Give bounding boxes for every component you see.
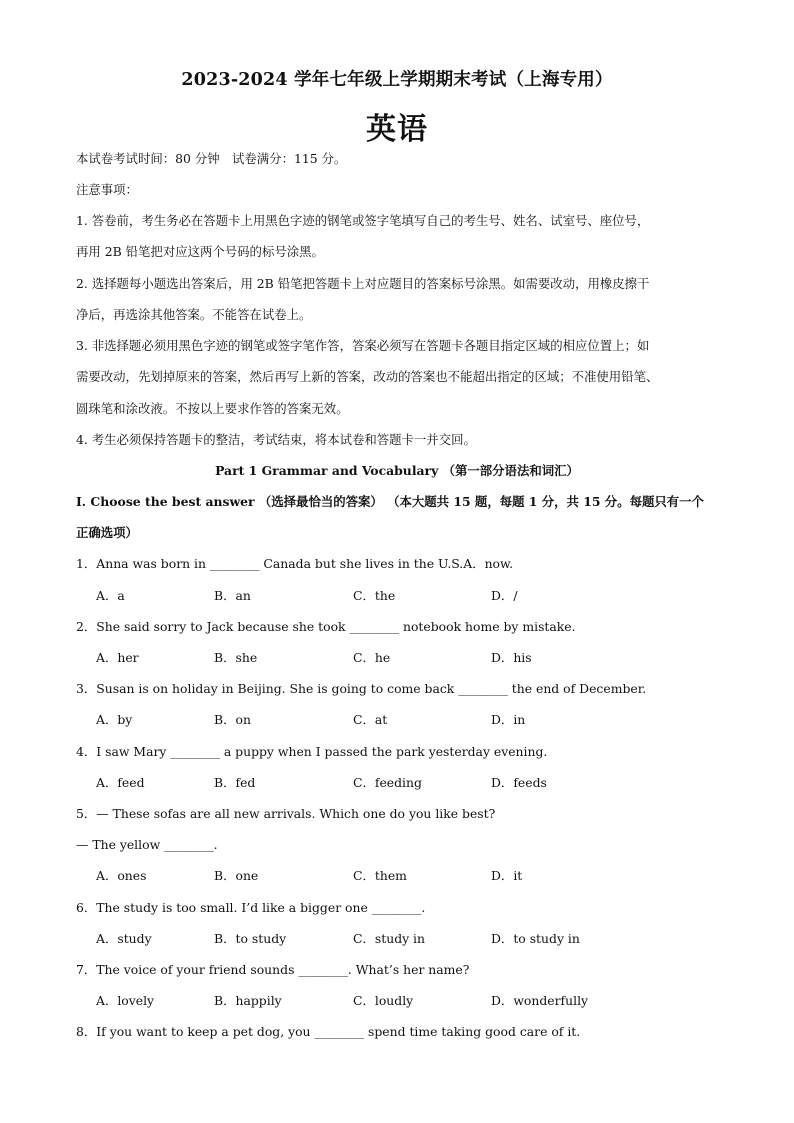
section-instruction-cont: 正确选项） [76, 525, 138, 540]
option-d: D．it [491, 868, 523, 883]
option-a: A．her [96, 650, 139, 665]
question-stem: 7．The voice of your friend sounds ________. What’s her name? [76, 962, 470, 977]
option-a: A．study [96, 931, 152, 946]
notes-heading: 注意事项： [76, 182, 138, 197]
option-c: C．at [353, 712, 388, 727]
option-d: D．wonderfully [491, 993, 589, 1008]
option-b: B．one [214, 868, 259, 883]
option-d: D．/ [491, 588, 518, 603]
note-line: 净后，再选涂其他答案。不能答在试卷上。 [76, 307, 312, 322]
option-b: B．on [214, 712, 251, 727]
option-b: B．to study [214, 931, 287, 946]
option-b: B．fed [214, 775, 256, 790]
note-line: 2. 选择题每小题选出答案后，用 2B 铅笔把答题卡上对应题目的答案标号涂黑。如需要改动，用橡皮擦干 [76, 276, 650, 291]
option-d: D．in [491, 712, 526, 727]
note-line: 3. 非选择题必须用黑色字迹的钢笔或签字笔作答，答案必须写在答题卡各题目指定区域的相应位置上；如 [76, 338, 650, 353]
part-title: Part 1 Grammar and Vocabulary （第一部分语法和词汇） [215, 463, 579, 478]
note-line: 1. 答卷前，考生务必在答题卡上用黑色字迹的钢笔或签字笔填写自己的考生号、姓名、试室号、座位号， [76, 213, 650, 228]
note-line: 4. 考生必须保持答题卡的整洁，考试结束，将本试卷和答题卡一并交回。 [76, 432, 476, 447]
question-stem: 5．— These sofas are all new arrivals. Which one do you like best? [76, 806, 496, 821]
question-stem: 4．I saw Mary ________ a puppy when I passed the park yesterday evening. [76, 744, 548, 759]
option-a: A．ones [96, 868, 147, 883]
question-stem-reply: — The yellow ________. [76, 837, 218, 852]
option-b: B．she [214, 650, 258, 665]
option-c: C．loudly [353, 993, 414, 1008]
option-d: D．his [491, 650, 532, 665]
option-c: C．study in [353, 931, 426, 946]
option-a: A．lovely [96, 993, 155, 1008]
option-c: C．feeding [353, 775, 422, 790]
option-b: B．an [214, 588, 251, 603]
option-a: A．by [96, 712, 133, 727]
option-c: C．them [353, 868, 407, 883]
question-stem: 8．If you want to keep a pet dog, you ________ spend time taking good care of it. [76, 1024, 581, 1039]
section-instruction: I. Choose the best answer （选择最恰当的答案） （本大题共 15 题，每题 1 分，共 15 分。每题只有一个 [76, 494, 704, 509]
option-b: B．happily [214, 993, 282, 1008]
question-stem: 3．Susan is on holiday in Beijing. She is going to come back ________ the end of December. [76, 681, 647, 696]
note-line: 需要改动，先划掉原来的答案，然后再写上新的答案，改动的答案也不能超出指定的区域；不准使用铅笔、 [76, 369, 659, 384]
question-stem: 1．Anna was born in ________ Canada but she lives in the U.S.A．now. [76, 556, 514, 571]
note-line: 再用 2B 铅笔把对应这两个号码的标号涂黑。 [76, 244, 324, 259]
option-c: C．he [353, 650, 391, 665]
question-stem: 6．The study is too small. I’d like a bigger one ________. [76, 900, 426, 915]
subject-title: 英语 [366, 112, 428, 147]
note-line: 圆珠笔和涂改液。不按以上要求作答的答案无效。 [76, 401, 349, 416]
option-a: A．a [96, 588, 125, 603]
option-d: D．to study in [491, 931, 580, 946]
exam-info: 本试卷考试时间：80 分钟 试卷满分：115 分。 [76, 151, 347, 166]
option-d: D．feeds [491, 775, 547, 790]
exam-title: 2023-2024 学年七年级上学期期末考试（上海专用） [181, 70, 613, 90]
option-a: A．feed [96, 775, 145, 790]
question-stem: 2．She said sorry to Jack because she took ________ notebook home by mistake. [76, 619, 576, 634]
option-c: C．the [353, 588, 396, 603]
